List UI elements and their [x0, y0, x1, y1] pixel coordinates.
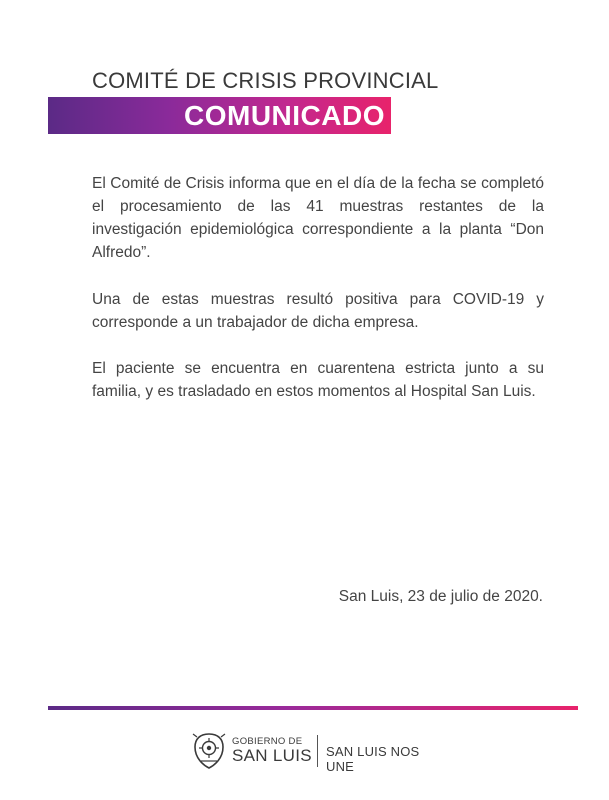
- footer-divider: [48, 706, 578, 710]
- paragraph-3: El paciente se encuentra en cuarentena estricta junto a su familia, y es trasladado en estos momentos al Hospital San Luis.: [92, 360, 544, 400]
- government-label-small: GOBIERNO DE: [232, 736, 303, 747]
- footer-separator: [317, 735, 318, 767]
- slogan: SAN LUIS NOS UNE: [326, 744, 420, 774]
- date-line: San Luis, 23 de julio de 2020.: [338, 588, 543, 605]
- banner-label: COMUNICADO: [184, 100, 385, 131]
- comunicado-banner: [48, 97, 391, 134]
- paragraph-1: El Comité de Crisis informa que en el día de la fecha se completó el procesamiento de las 41 muestras restantes de la investigación epidemiológica correspondiente a la planta “Don Alfredo”.: [92, 175, 544, 261]
- footer: [190, 731, 450, 775]
- coat-of-arms-icon: [190, 731, 228, 771]
- committee-title: COMITÉ DE CRISIS PROVINCIAL: [92, 68, 439, 93]
- paragraph-2: Una de estas muestras resultó positiva para COVID-19 y corresponde a un trabajador de dicha empresa.: [92, 291, 544, 331]
- government-label-big: SAN LUIS: [232, 746, 312, 765]
